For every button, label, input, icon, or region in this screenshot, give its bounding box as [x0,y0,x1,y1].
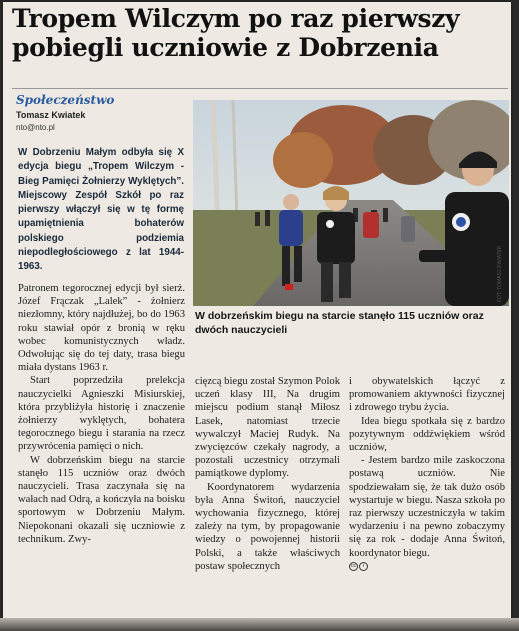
body-paragraph: W dobrzeńskim biegu na starcie stanęło 115 uczniów oraz dwóch nauczycieli. Trasa zaczynała się na wałach nad Odrą, a kończyła na boisku sportowym w Dobrzeniu Małym. Niepokonani okazali się uczniowie z technikum. Zwy- [18,454,185,545]
page-edge-shadow [0,618,519,631]
body-paragraph: - Jestem bardzo mile zaskoczona postawą uczniów. Nie spodziewałam się, że tak dużo osób wystartuje w biegu. Nasza szkoła po raz pierwszy uczestniczyła w takim wydarzeniu i na pewno zobaczymy się za rok - dodaje Anna Świtoń, koordynator biegu. [349,455,505,559]
section-label: Społeczeństwo [16,93,115,107]
body-paragraph: cięzcą biegu został Szymon Polok uczeń klasy III, Na drugim miejscu podium stanął Miłosz Lasek, natomiast trzecie wywalczył Maciej Rudyk. Na zwycięzców czekały nagrody, a pozostali uczestnicy otrzymali pamiątkowe dyplomy. [195,376,340,480]
body-paragraph: Start poprzedziła prelekcja nauczycielki Agnieszki Misiurskiej, która przybliżyła historię i znaczenie żołnierzy wyklętych, bohatera tegorocznego biegu i starania na rzecz przywrócenia pamięci o nich. [18,375,185,453]
body-paragraph: Koordynatorem wydarzenia była Anna Świtoń, nauczyciel wychowania fizycznego, której zależy na tym, by propagowanie wiedzy o powojennej historii Polski, a także właściwych postaw społecznych [195,481,340,572]
runners-photo-illustration [193,100,509,306]
article-lead: W Dobrzeniu Małym odbyła się X edycja biegu „Tropem Wilczym - Bieg Pamięci Żołnierzy Wyklętych”. Miejscowy Zespół Szkół po raz pierwszy włączył się w tę formę upamiętnienia bohaterów polskiego podziemia niepodległościowego z lat 1944-1963. [18,147,184,273]
article-headline: Tropem Wilczym po raz pierwszy pobiegli uczniowie z Dobrzenia [12,4,460,62]
by-icon: i [359,562,368,571]
headline-divider [12,88,508,89]
body-paragraph: Patronem tegorocznej edycji był sierż. Józef Frączak „Lalek” - żołnierz niezłomny, który najdłużej, bo do 1963 roku stawiał opór z bronią w ręku wobec komunistycznych władz. Odwołując się do tej daty, trasa biegu miała dystans 1963 r. [18,283,185,374]
author-name: Tomasz Kwiatek [16,110,86,120]
body-paragraph: i obywatelskich łączyć z promowaniem aktywności fizycznej i zdrowego trybu życia. [349,376,505,414]
article-column-2 [195,375,340,573]
cc-icon: cc [351,562,356,569]
article-photo [193,100,509,306]
article-column-1 [18,282,185,546]
photo-credit: FOT. TOMASZ KWIATEK [497,245,503,302]
author-email: nto@nto.pl [16,123,55,132]
article-column-3 [349,375,505,573]
photo-caption: W dobrzeńskim biegu na starcie stanęło 115 uczniów oraz dwóch nauczycieli [195,310,484,336]
body-paragraph: Idea biegu spotkała się z bardzo pozytywnym oddźwiękiem wśród uczniów, [349,415,505,454]
